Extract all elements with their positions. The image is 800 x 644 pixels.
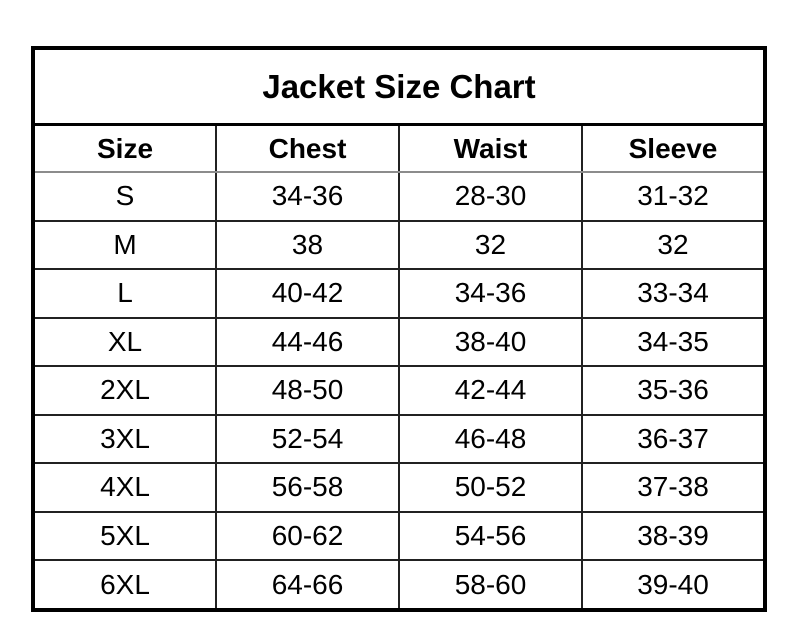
- column-header-sleeve: Sleeve: [582, 125, 765, 173]
- cell-size: M: [33, 221, 216, 270]
- table-row-s: [33, 172, 765, 221]
- cell-chest: 44-46: [216, 318, 399, 367]
- cell-chest: 56-58: [216, 463, 399, 512]
- cell-waist: 46-48: [399, 415, 582, 464]
- cell-size: S: [115, 180, 135, 212]
- cell-size: XL: [33, 318, 216, 367]
- cell-chest: 40-42: [216, 269, 399, 318]
- table-row-5xl: [33, 512, 765, 561]
- cell-size: 6XL: [33, 560, 216, 610]
- cell-chest: 52-54: [216, 415, 399, 464]
- table-row-m: [33, 221, 765, 270]
- cell-sleeve: 35-36: [582, 366, 765, 415]
- column-header-size: Size: [33, 125, 216, 173]
- cell-waist: 50-52: [399, 463, 582, 512]
- cell-sleeve: 39-40: [582, 560, 765, 610]
- table-row-6xl: [33, 560, 765, 610]
- cell-sleeve: 36-37: [582, 415, 765, 464]
- cell-waist: 38-40: [399, 318, 582, 367]
- table-row-3xl: [33, 415, 765, 464]
- cell-sleeve: 37-38: [582, 463, 765, 512]
- table-header-row: [33, 125, 765, 173]
- table-row-2xl: [33, 366, 765, 415]
- cell-size: L: [33, 269, 216, 318]
- cell-chest: 48-50: [216, 366, 399, 415]
- cell-waist: 34-36: [399, 269, 582, 318]
- cell-waist: 28-30: [399, 172, 582, 221]
- cell-size: 3XL: [33, 415, 216, 464]
- cell-size: 5XL: [33, 512, 216, 561]
- cell-size: 4XL: [33, 463, 216, 512]
- table-row-l: [33, 269, 765, 318]
- cell-sleeve: 32: [582, 221, 765, 270]
- cell-sleeve: 38-39: [582, 512, 765, 561]
- table-title: Jacket Size Chart: [33, 48, 765, 125]
- cell-chest: 60-62: [216, 512, 399, 561]
- table-row-xl: [33, 318, 765, 367]
- cell-sleeve: 31-32: [582, 172, 765, 221]
- cell-chest: 64-66: [216, 560, 399, 610]
- cell-waist: 54-56: [399, 512, 582, 561]
- column-header-chest: Chest: [216, 125, 399, 173]
- cell-waist: 32: [399, 221, 582, 270]
- cell-size: 2XL: [33, 366, 216, 415]
- table-row-4xl: [33, 463, 765, 512]
- jacket-size-chart-table: [31, 46, 767, 612]
- cell-chest: 34-36: [216, 172, 399, 221]
- cell-sleeve: 33-34: [582, 269, 765, 318]
- column-header-waist: Waist: [399, 125, 582, 173]
- cell-waist: 42-44: [399, 366, 582, 415]
- cell-sleeve: 34-35: [582, 318, 765, 367]
- table-title-row: [33, 48, 765, 125]
- cell-chest: 38: [216, 221, 399, 270]
- cell-waist: 58-60: [399, 560, 582, 610]
